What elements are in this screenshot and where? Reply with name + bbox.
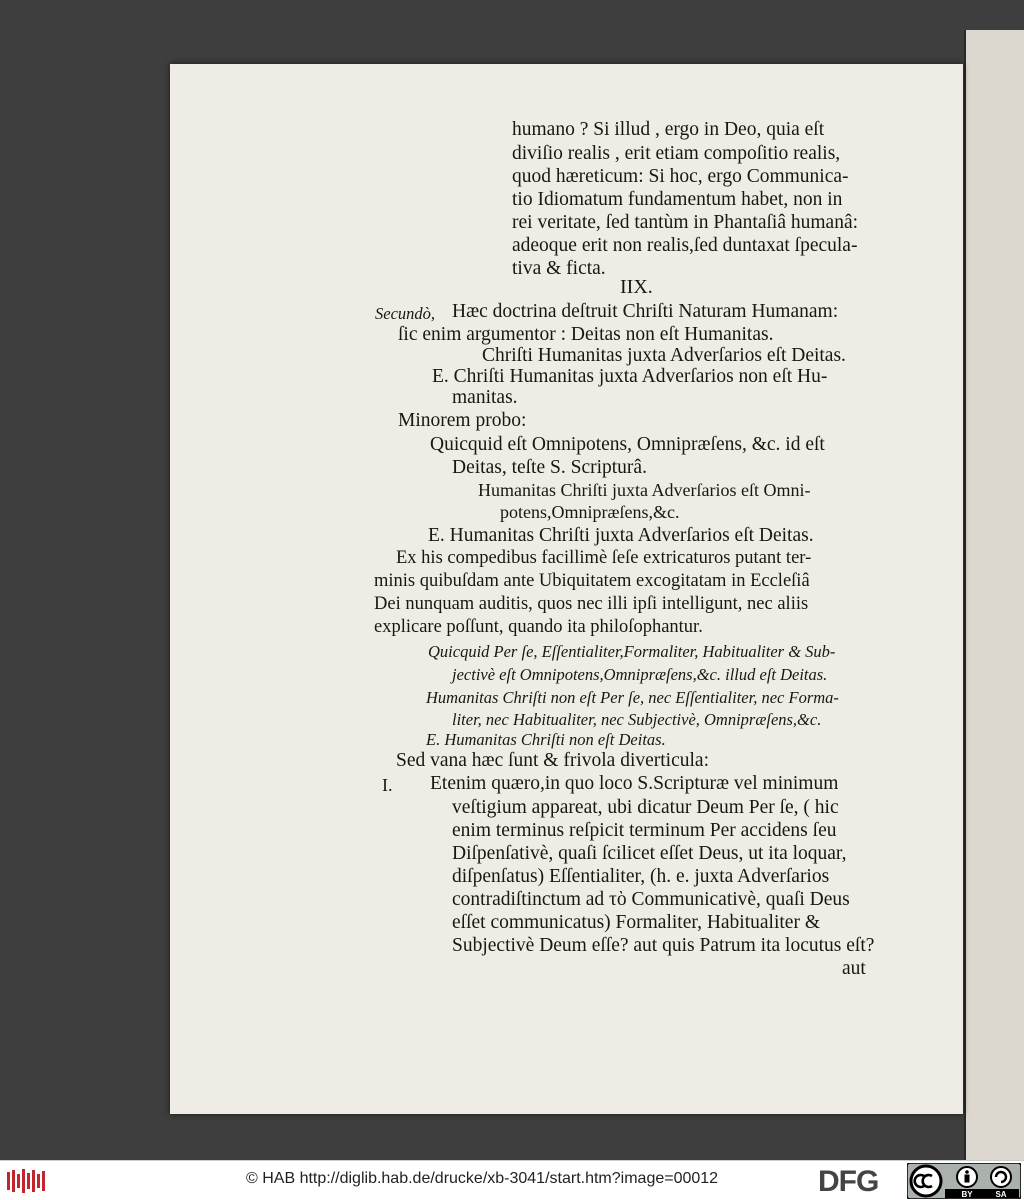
text-line: E. Humanitas Chriſti non eſt Deitas. bbox=[426, 730, 666, 749]
text-line: eſſet communicatus) Formaliter, Habitualiter & bbox=[452, 912, 820, 933]
license-label-by: BY bbox=[961, 1190, 973, 1199]
text-line: Sed vana hæc ſunt & frivola diverticula: bbox=[396, 750, 709, 771]
dfg-logo[interactable]: DFG bbox=[818, 1165, 879, 1198]
text-line: diviſio realis , erit etiam compoſitio realis, bbox=[512, 143, 841, 164]
next-page-edge bbox=[964, 30, 1024, 1160]
text-line: Quicquid Per ſe, Eſſentialiter,Formaliter, Habitualiter & Sub- bbox=[428, 642, 836, 661]
text-line: ſic enim argumentor : Deitas non eſt Humanitas. bbox=[398, 324, 774, 345]
section-heading: IIX. bbox=[620, 276, 653, 298]
text-line: E. Chriſti Humanitas juxta Adverſarios non eſt Hu- bbox=[432, 366, 828, 387]
text-line: adeoque erit non realis,ſed duntaxat ſpecula- bbox=[512, 235, 858, 256]
source-link[interactable]: © HAB http://diglib.hab.de/drucke/xb-3041/start.htm?image=00012 bbox=[246, 1170, 719, 1187]
text-line: veſtigium appareat, ubi dicatur Deum Per ſe, ( hic bbox=[452, 797, 839, 818]
text-line: explicare poſſunt, quando ita philoſophantur. bbox=[374, 617, 703, 637]
catchword: aut bbox=[842, 958, 866, 979]
text-line: Dei nunquam auditis, quos nec illi ipſi intelligunt, nec aliis bbox=[374, 594, 809, 614]
footer-bar bbox=[0, 1160, 1024, 1200]
text-line: tio Idiomatum fundamentum habet, non in bbox=[512, 189, 843, 210]
text-line: Humanitas Chriſti non eſt Per ſe, nec Eſſentialiter, nec Forma- bbox=[426, 688, 839, 707]
text-line: manitas. bbox=[452, 387, 518, 408]
item-number: I. bbox=[382, 775, 393, 795]
text-line: Diſpenſativè, quaſi ſcilicet eſſet Deus, ut ita loquar, bbox=[452, 843, 847, 864]
marginal-word: Secundò, bbox=[375, 304, 436, 323]
text-line: humano ? Si illud , ergo in Deo, quia eſt bbox=[512, 119, 825, 140]
text-line: liter, nec Habitualiter, nec Subjectivè, Omnipræſens,&c. bbox=[452, 710, 822, 729]
text-line: quod hæreticum: Si hoc, ergo Communica- bbox=[512, 166, 849, 187]
scanned-page bbox=[170, 64, 963, 1114]
cc-by-sa-license-icon[interactable] bbox=[907, 1163, 1021, 1199]
text-line: contradiſtinctum ad τὸ Communicativè, quaſi Deus bbox=[452, 889, 850, 910]
text-line: Subjectivè Deum eſſe? aut quis Patrum ita locutus eſt? bbox=[452, 935, 875, 956]
text-line: rei veritate, ſed tantùm in Phantaſiâ humanâ: bbox=[512, 212, 859, 233]
text-line: Quicquid eſt Omnipotens, Omnipræſens, &c. id eſt bbox=[430, 434, 825, 455]
text-line: diſpenſatus) Eſſentialiter, (h. e. juxta Adverſarios bbox=[452, 866, 830, 887]
hab-library-icon[interactable] bbox=[6, 1168, 46, 1194]
text-line: Humanitas Chriſti juxta Adverſarios eſt Omni- bbox=[478, 480, 811, 500]
text-line: enim terminus reſpicit terminum Per accidens ſeu bbox=[452, 820, 837, 841]
text-line: potens,Omnipræſens,&c. bbox=[500, 502, 680, 522]
text-line: Ex his compedibus facillimè ſeſe extricaturos putant ter- bbox=[396, 548, 812, 568]
text-line: Etenim quæro,in quo loco S.Scripturæ vel minimum bbox=[430, 773, 839, 794]
text-line: Chriſti Humanitas juxta Adverſarios eſt Deitas. bbox=[482, 345, 846, 366]
text-line: tiva & ficta. bbox=[512, 258, 606, 279]
text-line: Minorem probo: bbox=[398, 410, 527, 431]
text-line: Hæc doctrina deſtruit Chriſti Naturam Humanam: bbox=[452, 301, 839, 322]
text-line: E. Humanitas Chriſti juxta Adverſarios eſt Deitas. bbox=[428, 525, 814, 546]
text-line: jectivè eſt Omnipotens,Omnipræſens,&c. illud eſt Deitas. bbox=[452, 665, 828, 684]
license-label-sa: SA bbox=[995, 1190, 1007, 1199]
text-line: minis quibuſdam ante Ubiquitatem excogitatam in Eccleſiâ bbox=[374, 571, 810, 591]
text-line: Deitas, teſte S. Scripturâ. bbox=[452, 457, 647, 478]
